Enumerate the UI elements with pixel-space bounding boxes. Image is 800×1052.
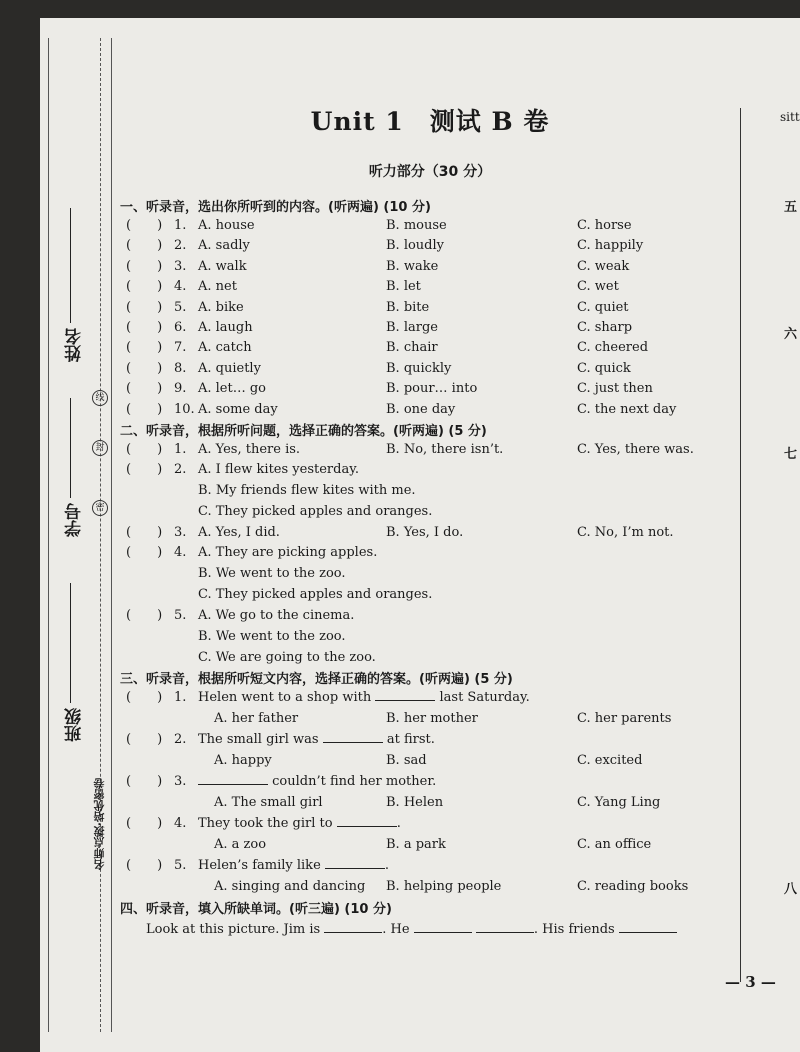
answer-blank[interactable]: ( ): [126, 320, 163, 335]
question-row: ( ) 8. A. quietly B. quickly C. quick: [120, 359, 740, 379]
option-row: A. a zoo B. a park C. an office: [214, 837, 652, 852]
fill-blank[interactable]: [325, 856, 385, 869]
binding-dashed-line: [100, 38, 101, 1032]
option-row: A. singing and dancing B. helping people C. reading books: [214, 879, 689, 894]
binding-line-right: [740, 108, 741, 982]
answer-blank[interactable]: ( ): [126, 442, 163, 457]
answer-blank[interactable]: ( ): [126, 608, 163, 623]
exam-content: [120, 18, 740, 1052]
option-row: A. happy B. sad C. excited: [214, 753, 643, 768]
answer-blank[interactable]: ( ): [126, 732, 163, 747]
fill-blank[interactable]: [198, 772, 268, 785]
question-row: ( ) 5. Helen’s family like .: [120, 856, 740, 876]
page-title: Unit 1 测试 B 卷: [310, 107, 550, 136]
answer-blank[interactable]: ( ): [126, 340, 163, 356]
answer-blank[interactable]: ( ): [126, 218, 163, 233]
question-row: ( ) 2. A. I flew kites yesterday.: [120, 460, 740, 480]
section-mark: 七: [784, 447, 798, 462]
option-row: B. We went to the zoo.: [198, 629, 346, 644]
fill-blank[interactable]: [375, 688, 435, 701]
class-field[interactable]: [70, 583, 72, 703]
answer-blank[interactable]: ( ): [126, 462, 163, 477]
fill-blank[interactable]: [619, 920, 677, 933]
question-row: ( ) 3. A. Yes, I did. B. Yes, I do. C. No, I’m not.: [120, 523, 740, 543]
question-row: ( ) 5. A. We go to the cinema.: [120, 606, 740, 626]
question-row: ( ) 2. The small girl was at first.: [120, 730, 740, 750]
option-row: C. We are going to the zoo.: [198, 650, 376, 665]
answer-blank[interactable]: ( ): [126, 360, 163, 376]
binding-line: [48, 38, 49, 1032]
question-row: ( ) 4. A. They are picking apples.: [120, 543, 740, 563]
question-row: ( ) 4. They took the girl to .: [120, 814, 740, 834]
fill-blank[interactable]: [337, 814, 397, 827]
question-row: ( ) 6. A. laugh B. large C. sharp: [120, 318, 740, 338]
exam-page: [40, 18, 800, 1052]
fill-blank[interactable]: [323, 730, 383, 743]
section-mark: 八: [784, 882, 798, 897]
answer-blank[interactable]: ( ): [126, 381, 163, 397]
answer-blank[interactable]: ( ): [126, 690, 163, 705]
option-row: C. They picked apples and oranges.: [198, 587, 433, 602]
binding-strip: [40, 18, 115, 1052]
page-number: — 3 —: [725, 973, 776, 991]
question-row: ( ) 3. A. walk B. wake C. weak: [120, 257, 740, 277]
brand-label: 名师点拨·培优密卷: [93, 778, 106, 871]
section-mark: 六: [784, 327, 798, 342]
student-id-label: 学号: [65, 503, 85, 537]
seal-mark-secret: 密: [92, 500, 108, 516]
answer-blank[interactable]: ( ): [126, 774, 163, 789]
question-row: ( ) 3. couldn’t find her mother.: [120, 772, 740, 792]
question-row: ( ) 1. Helen went to a shop with last Saturday.: [120, 688, 740, 708]
answer-blank[interactable]: ( ): [126, 238, 163, 254]
part2-heading: 二、听录音，根据所听问题，选择正确的答案。(听两遍) (5 分): [120, 424, 487, 439]
section-header: 听力部分（30 分）: [368, 164, 492, 180]
page-fragment: sitt: [780, 110, 800, 124]
seal-mark-seal: 封: [92, 440, 108, 456]
answer-blank[interactable]: ( ): [126, 525, 163, 540]
next-page-edge: [740, 18, 800, 1052]
question-row: ( ) 4. A. net B. let C. wet: [120, 277, 740, 297]
answer-blank[interactable]: ( ): [126, 299, 163, 315]
question-row: ( ) 1. A. house B. mouse C. horse: [120, 216, 740, 236]
fill-blank[interactable]: [324, 920, 382, 933]
question-row: ( ) 7. A. catch B. chair C. cheered: [120, 338, 740, 358]
student-id-field[interactable]: [70, 398, 72, 498]
answer-blank[interactable]: ( ): [126, 816, 163, 831]
part4-heading: 四、听录音，填入所缺单词。(听三遍) (10 分): [120, 902, 392, 917]
answer-blank[interactable]: ( ): [126, 401, 163, 417]
binding-line-inner: [111, 38, 112, 1032]
option-row: B. We went to the zoo.: [198, 566, 346, 581]
fill-blank[interactable]: [414, 920, 472, 933]
answer-blank[interactable]: ( ): [126, 279, 163, 295]
name-label: 姓名: [65, 328, 85, 362]
question-row: ( ) 9. A. let… go B. pour… into C. just then: [120, 379, 740, 399]
seal-mark-line: 线: [92, 390, 108, 406]
option-row: A. her father B. her mother C. her parents: [214, 711, 672, 726]
question-row: ( ) 2. A. sadly B. loudly C. happily: [120, 236, 740, 256]
class-label: 班级: [65, 708, 85, 742]
section-mark: 五: [784, 200, 798, 215]
question-row: ( ) 10. A. some day B. one day C. the next day: [120, 400, 740, 420]
question-row: ( ) 1. A. Yes, there is. B. No, there isn’t. C. Yes, there was.: [120, 440, 740, 460]
name-field[interactable]: [70, 208, 72, 323]
question-row: ( ) 5. A. bike B. bite C. quiet: [120, 298, 740, 318]
option-row: A. The small girl B. Helen C. Yang Ling: [214, 795, 661, 810]
answer-blank[interactable]: ( ): [126, 545, 163, 560]
option-row: B. My friends flew kites with me.: [198, 483, 416, 498]
answer-blank[interactable]: ( ): [126, 258, 163, 274]
fill-blank[interactable]: [476, 920, 534, 933]
fill-sentence: Look at this picture. Jim is . He . His friends: [146, 920, 740, 940]
answer-blank[interactable]: ( ): [126, 858, 163, 873]
option-row: C. They picked apples and oranges.: [198, 504, 433, 519]
part1-heading: 一、听录音，选出你所听到的内容。(听两遍) (10 分): [120, 200, 431, 215]
part3-heading: 三、听录音，根据所听短文内容，选择正确的答案。(听两遍) (5 分): [120, 672, 513, 687]
